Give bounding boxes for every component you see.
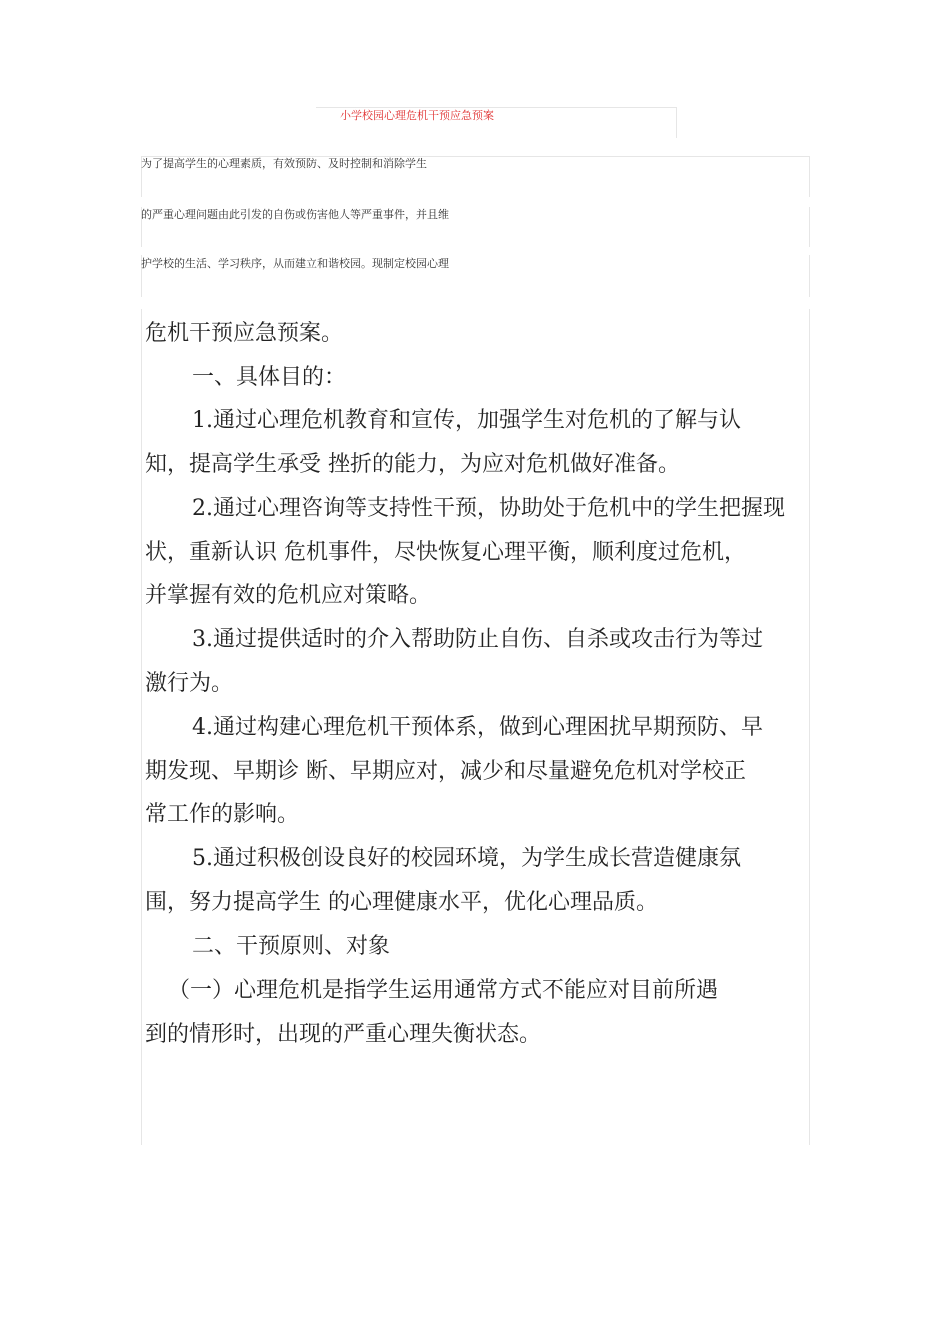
body-line: 3.通过提供适时的介入帮助防止自伤、自杀或攻击行为等过 [192, 627, 763, 652]
body-line: 知，提高学生承受 挫折的能力，为应对危机做好准备。 [145, 452, 680, 477]
body-line: （一）心理危机是指学生运用通常方式不能应对目前所遇 [168, 978, 719, 1003]
body-line: 并掌握有效的危机应对策略。 [145, 583, 432, 608]
body-line: 围，努力提高学生 的心理健康水平，优化心理品质。 [145, 890, 658, 915]
body-line: 2.通过心理咨询等支持性干预，协助处于危机中的学生把握现 [192, 496, 785, 521]
body-line: 5.通过积极创设良好的校园环境，为学生成长营造健康氛 [192, 846, 741, 871]
body-line: 到的情形时，出现的严重心理失衡状态。 [145, 1022, 542, 1047]
intro-line: 的严重心理问题由此引发的自伤或伤害他人等严重事件，并且维 [141, 208, 449, 221]
intro-line: 为了提高学生的心理素质，有效预防、及时控制和消除学生 [141, 157, 427, 170]
section-heading: 二、干预原则、对象 [192, 934, 391, 959]
body-line: 状，重新认识 危机事件，尽快恢复心理平衡，顺利度过危机， [145, 540, 746, 565]
intro-line: 护学校的生活、学习秩序，从而建立和谐校园。现制定校园心理 [141, 257, 449, 270]
body-line: 期发现、早期诊 断、早期应对，减少和尽量避免危机对学校正 [145, 759, 746, 784]
section-heading: 一、具体目的： [192, 365, 347, 390]
body-line: 激行为。 [145, 671, 234, 696]
body-line: 1.通过心理危机教育和宣传，加强学生对危机的了解与认 [192, 408, 741, 433]
body-line: 危机干预应急预案。 [145, 321, 344, 346]
document-title: 小学校园心理危机干预应急预案 [340, 109, 494, 122]
body-line: 常工作的影响。 [145, 802, 300, 827]
body-line: 4.通过构建心理危机干预体系，做到心理困扰早期预防、早 [192, 715, 763, 740]
